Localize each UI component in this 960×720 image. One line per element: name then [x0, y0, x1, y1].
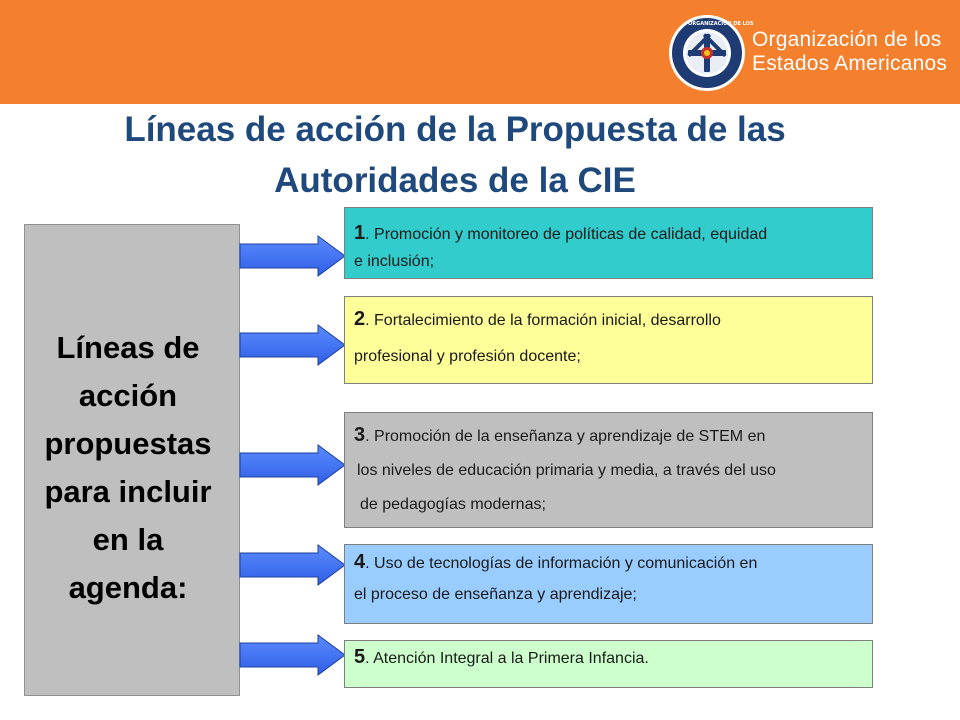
item-line: de pedagogías modernas;: [360, 496, 546, 513]
item-number: 2: [354, 308, 366, 330]
left-box-line: acción: [78, 378, 178, 413]
item-number: 3: [354, 424, 366, 446]
item-line: los niveles de educación primaria y media, a través del uso: [357, 462, 776, 479]
action-line-4: [344, 544, 873, 624]
item-line: [354, 301, 872, 339]
arrow-icon: [240, 325, 345, 365]
arrow-icon: [240, 545, 345, 585]
item-number: 4: [354, 551, 366, 573]
item-line: el proceso de enseñanza y aprendizaje;: [354, 586, 637, 603]
action-line-3: [344, 412, 873, 528]
left-box-line: Líneas de: [56, 330, 200, 365]
item-text: . Uso de tecnologías de información y comunicación en: [365, 555, 758, 572]
action-line-1: [344, 207, 873, 279]
item-number: 1: [354, 222, 366, 244]
left-box-line: en la: [92, 522, 164, 557]
item-number: 5: [354, 646, 366, 668]
item-line: [354, 418, 872, 454]
item-line: profesional y profesión docente;: [354, 348, 581, 365]
slide-title-line1: Líneas de acción de la Propuesta de las: [124, 110, 786, 149]
left-box-line: propuestas: [44, 426, 212, 461]
item-line: [354, 547, 872, 579]
arrow-icon: [240, 236, 345, 276]
org-name-line1: Organización de los: [752, 28, 942, 51]
org-name-line2: Estados Americanos: [752, 52, 948, 75]
action-line-2: [344, 296, 873, 384]
action-line-5: [344, 640, 873, 688]
left-box-line: agenda:: [68, 570, 188, 605]
item-text: . Promoción y monitoreo de políticas de calidad, equidad: [365, 226, 768, 243]
item-line: [354, 220, 872, 248]
item-line: [354, 642, 872, 674]
arrow-icon: [240, 445, 345, 485]
item-text: . Fortalecimiento de la formación inicial, desarrollo: [365, 312, 721, 329]
item-text: . Atención Integral a la Primera Infancia.: [365, 650, 649, 667]
left-box-line: para incluir: [44, 474, 212, 509]
svg-text:ORGANIZACION DE LOS: ORGANIZACION DE LOS: [688, 21, 754, 27]
slide-title-line2: Autoridades de la CIE: [274, 161, 636, 200]
item-text: . Promoción de la enseñanza y aprendizaje de STEM en: [365, 428, 766, 445]
arrow-icon: [240, 635, 345, 675]
item-line: e inclusión;: [354, 253, 435, 270]
